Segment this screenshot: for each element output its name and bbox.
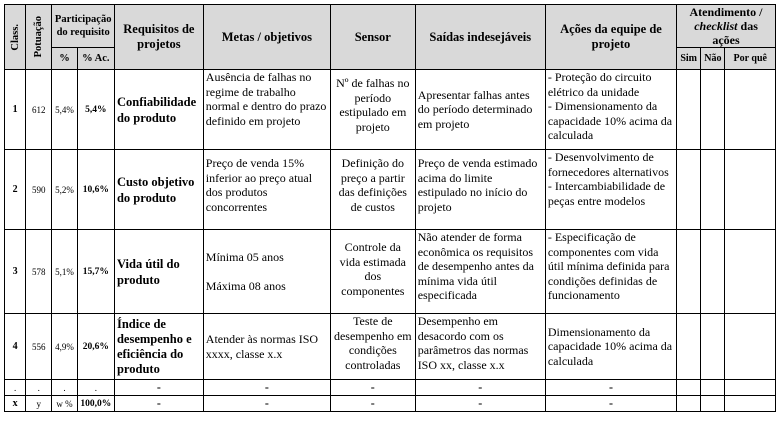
pontuacao-cell: y [26,396,52,412]
atendimento-line1: Atendimento / [689,5,763,19]
header-saidas: Saídas indesejáveis [415,5,545,70]
nao-checkbox-cell[interactable] [701,396,725,412]
nao-checkbox-cell[interactable] [701,150,725,230]
class-cell: x [5,396,26,412]
atendimento-rest: das ações [712,19,758,47]
header-nao: Não [701,48,725,70]
acoes-cell: - Proteção do circuito elétrico da unidade - Dimensionamento da capacidade 10% acima da calculada [545,70,676,150]
sim-checkbox-cell[interactable] [677,396,701,412]
atendimento-checklist: checklist [694,19,738,33]
requisito-cell: - [114,380,203,396]
pct-cell: . [52,380,77,396]
saidas-cell: - [415,380,545,396]
sensor-cell: - [330,396,415,412]
nao-checkbox-cell[interactable] [701,380,725,396]
pct-cell: 5,2% [52,150,77,230]
metas-cell: - [203,380,330,396]
requisito-cell: Custo objetivo do produto [114,150,203,230]
sensor-cell: - [330,380,415,396]
pontuacao-cell: . [26,380,52,396]
pontuacao-cell: 578 [26,230,52,314]
sim-checkbox-cell[interactable] [677,150,701,230]
header-pct: % [52,48,77,70]
header-requisitos: Requisitos de projetos [114,5,203,70]
header-participacao: Participação do requisito [52,5,115,48]
header-classificacao: Class. [5,5,26,70]
table-row [5,150,776,230]
acoes-cell: - [545,396,676,412]
header-sensor: Sensor [330,5,415,70]
sim-checkbox-cell[interactable] [677,314,701,380]
class-cell: 4 [5,314,26,380]
sim-checkbox-cell[interactable] [677,230,701,314]
class-cell: 2 [5,150,26,230]
header-sim: Sim [677,48,701,70]
acoes-cell: - Especificação de componentes com vida útil mínima definida para condições definidas de funcionamento [545,230,676,314]
saidas-cell: Preço de venda estimado acima do limite estipulado no início do projeto [415,150,545,230]
acoes-cell: Dimensionamento da capacidade 10% acima da calculada [545,314,676,380]
por-que-cell[interactable] [725,380,776,396]
pct-cell: 5,4% [52,70,77,150]
pct-ac-cell: 100,0% [77,396,114,412]
header-metas: Metas / objetivos [203,5,330,70]
sensor-cell: Definição do preço a partir das definições de custos [330,150,415,230]
requisito-cell: - [114,396,203,412]
acoes-cell: - [545,380,676,396]
class-cell: . [5,380,26,396]
requisito-cell: Vida útil do produto [114,230,203,314]
por-que-cell[interactable] [725,230,776,314]
saidas-cell: - [415,396,545,412]
acoes-cell: - Desenvolvimento de fornecedores alternativos - Intercambiabilidade de peças entre modelos [545,150,676,230]
metas-cell: Ausência de falhas no regime de trabalho normal e dentro do prazo definido em projeto [203,70,330,150]
table-row-total [5,396,776,412]
por-que-cell[interactable] [725,396,776,412]
sim-checkbox-cell[interactable] [677,70,701,150]
requirements-table [4,4,776,412]
sim-checkbox-cell[interactable] [677,380,701,396]
saidas-cell: Apresentar falhas antes do período determinado em projeto [415,70,545,150]
class-cell: 1 [5,70,26,150]
por-que-cell[interactable] [725,150,776,230]
pct-cell: 4,9% [52,314,77,380]
pct-ac-cell: 5,4% [77,70,114,150]
pct-ac-cell: 20,6% [77,314,114,380]
header-pontuacao: Potuação [26,5,52,70]
header-atendimento [677,5,776,48]
pontuacao-cell: 590 [26,150,52,230]
sensor-cell: Controle da vida estimada dos componentes [330,230,415,314]
table-row [5,230,776,314]
table-row-ellipsis [5,380,776,396]
metas-cell: Atender às normas ISO xxxx, classe x.x [203,314,330,380]
pct-ac-cell: 15,7% [77,230,114,314]
pontuacao-cell: 556 [26,314,52,380]
nao-checkbox-cell[interactable] [701,314,725,380]
nao-checkbox-cell[interactable] [701,70,725,150]
pct-ac-cell: 10,6% [77,150,114,230]
sensor-cell: Nº de falhas no período estipulado em projeto [330,70,415,150]
table-row [5,70,776,150]
por-que-cell[interactable] [725,314,776,380]
class-cell: 3 [5,230,26,314]
table-row [5,314,776,380]
sensor-cell: Teste de desempenho em condições controladas [330,314,415,380]
header-pct-acum: % Ac. [77,48,114,70]
pct-cell: 5,1% [52,230,77,314]
pct-ac-cell: . [77,380,114,396]
saidas-cell: Desempenho em desacordo com os parâmetros das normas ISO xx, classe x.x [415,314,545,380]
por-que-cell[interactable] [725,70,776,150]
requisito-cell: Índice de desempenho e eficiência do produto [114,314,203,380]
pct-cell: w % [52,396,77,412]
pontuacao-cell: 612 [26,70,52,150]
metas-cell: Preço de venda 15% inferior ao preço atual dos produtos concorrentes [203,150,330,230]
nao-checkbox-cell[interactable] [701,230,725,314]
metas-cell: Mínima 05 anos Máxima 08 anos [203,230,330,314]
requisito-cell: Confiabilidade do produto [114,70,203,150]
header-acoes: Ações da equipe de projeto [545,5,676,70]
header-por-que: Por quê [725,48,776,70]
metas-cell: - [203,396,330,412]
saidas-cell: Não atender de forma econômica os requisitos de desempenho antes da mínima vida útil especificada [415,230,545,314]
